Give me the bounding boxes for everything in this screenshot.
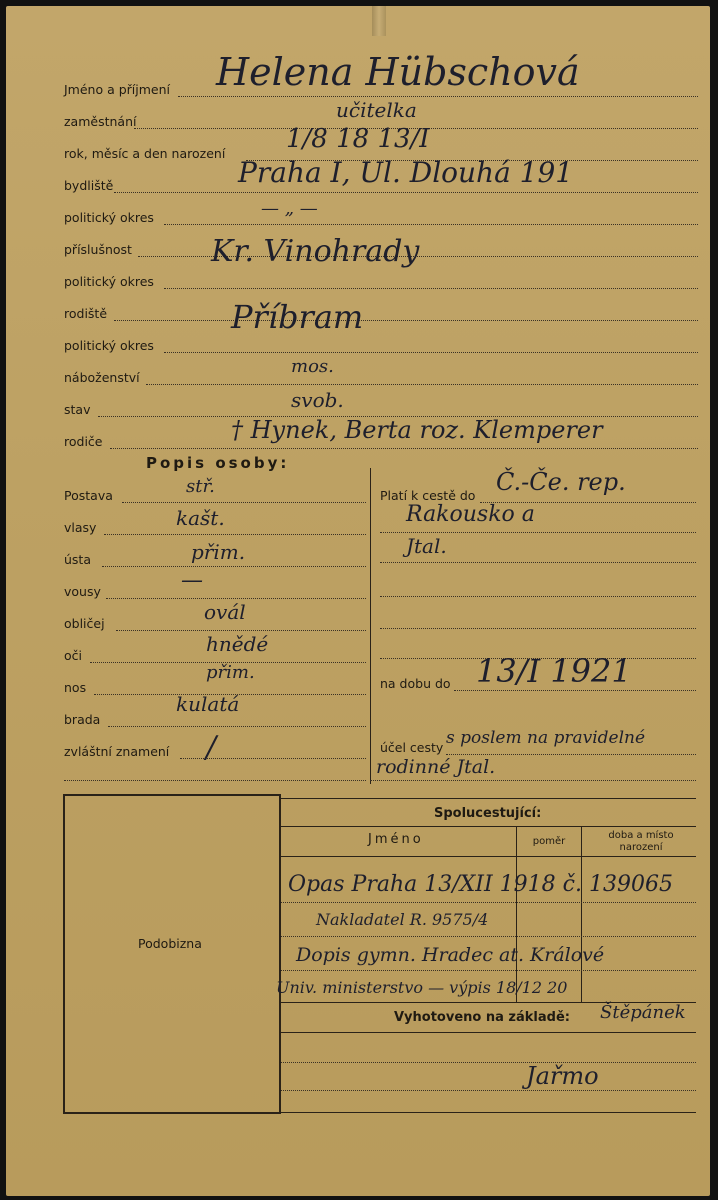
hw-district-1: — „ — <box>261 198 318 219</box>
label-eyes: oči <box>64 648 82 663</box>
rule-marks-2 <box>64 780 366 781</box>
label-marks: zvláštní znamení <box>64 744 170 759</box>
hw-name: Helena Hübschová <box>216 50 580 94</box>
rule-mouth <box>102 566 366 567</box>
hw-occupation: učitelka <box>336 98 417 122</box>
hw-domicile: Kr. Vinohrady <box>211 234 420 269</box>
rule-valid-for-5 <box>380 628 696 629</box>
rule-purpose <box>446 754 696 755</box>
label-nose: nos <box>64 680 87 695</box>
label-district-3: politický okres <box>64 338 154 353</box>
rule-build <box>122 502 366 503</box>
hw-purpose-2: rodinné Jtal. <box>376 756 496 778</box>
hw-birth: 1/8 18 13/I <box>286 124 430 154</box>
rule-district-2 <box>164 288 698 289</box>
col-divider-1 <box>516 826 517 1002</box>
rule-hair <box>104 534 366 535</box>
rule-beard <box>106 598 366 599</box>
heading-description: Popis osoby: <box>146 454 290 472</box>
rule-religion <box>146 384 698 385</box>
hw-valid-for-3: Jtal. <box>406 534 447 558</box>
rule-valid-until <box>454 690 696 691</box>
hw-signature: Jařmo <box>526 1062 599 1090</box>
hw-religion: mos. <box>291 356 334 377</box>
label-birth: rok, měsíc a den narození <box>64 146 226 161</box>
rule-companion-2 <box>281 936 696 937</box>
hw-companion-4: Univ. ministerstvo — výpis 18/12 20 <box>276 978 568 997</box>
rule-companion-3 <box>281 970 696 971</box>
hw-mouth: přim. <box>191 540 246 564</box>
bottom-rule <box>281 1112 696 1113</box>
photo-box <box>63 794 281 1114</box>
rule-issued-3 <box>281 1090 696 1091</box>
label-occupation: zaměstnání <box>64 114 137 129</box>
column-divider <box>370 468 371 784</box>
companions-subheader-rule <box>281 856 696 857</box>
label-parents: rodiče <box>64 434 103 449</box>
rule-purpose-2 <box>370 780 696 781</box>
hw-valid-until: 13/I 1921 <box>476 652 632 690</box>
col-relation: poměr <box>532 836 566 847</box>
rule-valid-for-2 <box>380 532 696 533</box>
rule-residence <box>114 192 698 193</box>
label-birthplace: rodiště <box>64 306 108 321</box>
hw-valid-for-2: Rakousko a <box>406 502 535 527</box>
hw-companion-1: Opas Praha 13/XII 1918 č. 139065 <box>288 872 673 897</box>
col-divider-2 <box>581 826 582 1002</box>
hw-nose: přim. <box>206 662 255 683</box>
label-mouth: ústa <box>64 552 91 567</box>
hw-status: svob. <box>291 388 344 412</box>
paper-fold <box>372 6 386 36</box>
hw-chin: kulatá <box>176 692 240 716</box>
hw-residence: Praha I, Ul. Dlouhá 191 <box>238 156 574 189</box>
rule-chin <box>108 726 366 727</box>
label-build: Postava <box>64 488 113 503</box>
rule-face <box>116 630 366 631</box>
companions-top-rule <box>281 798 696 799</box>
label-valid-until: na dobu do <box>380 676 451 691</box>
hw-hair: kašt. <box>176 506 225 530</box>
rule-district-1 <box>164 224 698 225</box>
hw-marks: / <box>206 730 217 765</box>
hw-build: stř. <box>186 476 215 497</box>
heading-companions: Spolucestující: <box>434 806 542 821</box>
hw-parents: † Hynek, Berta roz. Klemperer <box>231 416 603 444</box>
companions-header-rule <box>281 826 696 827</box>
rule-valid-for-4 <box>380 596 696 597</box>
label-domicile: příslušnost <box>64 242 132 257</box>
label-chin: brada <box>64 712 101 727</box>
label-religion: náboženství <box>64 370 140 385</box>
rule-issued-2 <box>281 1062 696 1063</box>
label-issued-basis: Vyhotoveno na základě: <box>394 1010 570 1025</box>
label-hair: vlasy <box>64 520 97 535</box>
rule-valid-for-3 <box>380 562 696 563</box>
label-name: Jméno a příjmení <box>64 82 171 97</box>
label-purpose: účel cesty <box>380 740 444 755</box>
col-date-place: doba a místo narození <box>608 830 674 853</box>
hw-eyes: hnědé <box>206 632 269 656</box>
label-face: obličej <box>64 616 105 631</box>
document-sheet <box>6 6 710 1196</box>
label-residence: bydliště <box>64 178 114 193</box>
hw-issued: Štěpánek <box>600 1002 686 1023</box>
hw-birthplace: Příbram <box>231 298 364 336</box>
label-status: stav <box>64 402 91 417</box>
rule-district-3 <box>164 352 698 353</box>
hw-purpose-1: s poslem na pravidelné <box>446 728 646 748</box>
rule-birthplace <box>114 320 698 321</box>
hw-beard: — <box>181 568 203 593</box>
label-district-1: politický okres <box>64 210 154 225</box>
rule-companion-1 <box>281 902 696 903</box>
issued-rule <box>281 1032 696 1033</box>
col-name: Jméno <box>368 832 424 847</box>
label-district-2: politický okres <box>64 274 154 289</box>
hw-valid-for-1: Č.-Če. rep. <box>496 468 626 496</box>
label-beard: vousy <box>64 584 101 599</box>
label-valid-for: Platí k cestě do <box>380 488 476 503</box>
hw-face: ovál <box>204 600 246 624</box>
hw-companion-2: Nakladatel R. 9575/4 <box>316 910 489 929</box>
hw-companion-3: Dopis gymn. Hradec at. Králové <box>296 944 605 966</box>
label-photo: Podobizna <box>138 936 202 951</box>
rule-name <box>178 96 698 97</box>
rule-parents <box>110 448 698 449</box>
